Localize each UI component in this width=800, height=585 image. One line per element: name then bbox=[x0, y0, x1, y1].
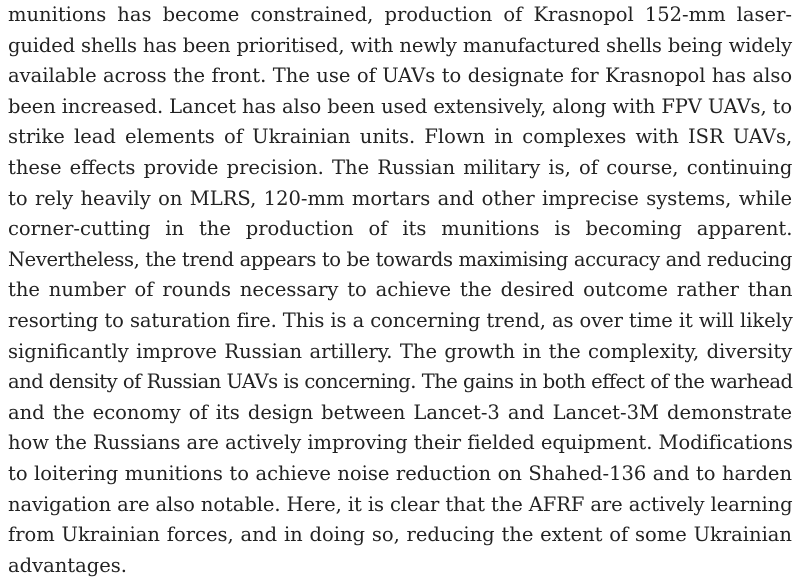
paragraph-line: strike lead elements of Ukrainian units. Flown in complexes with ISR UAVs, bbox=[8, 125, 793, 149]
paragraph-line: corner-cutting in the production of its munitions is becoming apparent. bbox=[8, 217, 793, 241]
paragraph-line: navigation are also notable. Here, it is clear that the AFRF are actively learning bbox=[8, 492, 793, 516]
paragraph-line: from Ukrainian forces, and in doing so, reducing the extent of some Ukrainian bbox=[8, 523, 792, 547]
paragraph-line: and the economy of its design between Lancet-3 and Lancet-3M demonstrate bbox=[8, 400, 792, 424]
paragraph-line: the number of rounds necessary to achieve the desired outcome rather than bbox=[8, 278, 793, 302]
paragraph-line: guided shells has been prioritised, with newly manufactured shells being widely bbox=[8, 33, 792, 57]
paragraph-line: how the Russians are actively improving their fielded equipment. Modifications bbox=[8, 431, 793, 455]
paragraph-line: Nevertheless, the trend appears to be towards maximising accuracy and reducing bbox=[8, 247, 792, 271]
paragraph-line: these effects provide precision. The Russian military is, of course, continuing bbox=[8, 155, 793, 179]
paragraph-line: to rely heavily on MLRS, 120-mm mortars and other imprecise systems, while bbox=[8, 186, 792, 210]
paragraph-line: to loitering munitions to achieve noise reduction on Shahed-136 and to harden bbox=[8, 461, 793, 485]
body-paragraph bbox=[8, 0, 792, 581]
paragraph-line: been increased. Lancet has also been used extensively, along with FPV UAVs, to bbox=[8, 94, 792, 118]
paragraph-line: munitions has become constrained, production of Krasnopol 152-mm laser- bbox=[8, 3, 792, 26]
paragraph-line: available across the front. The use of UAVs to designate for Krasnopol has also bbox=[8, 64, 793, 88]
paragraph-line: significantly improve Russian artillery. The growth in the complexity, diversity bbox=[8, 339, 793, 363]
paragraph-line: resorting to saturation fire. This is a concerning trend, as over time it will likely bbox=[8, 308, 793, 332]
paragraph-line: and density of Russian UAVs is concerning. The gains in both effect of the warhead bbox=[8, 370, 793, 394]
paragraph-line: advantages. bbox=[8, 553, 127, 577]
